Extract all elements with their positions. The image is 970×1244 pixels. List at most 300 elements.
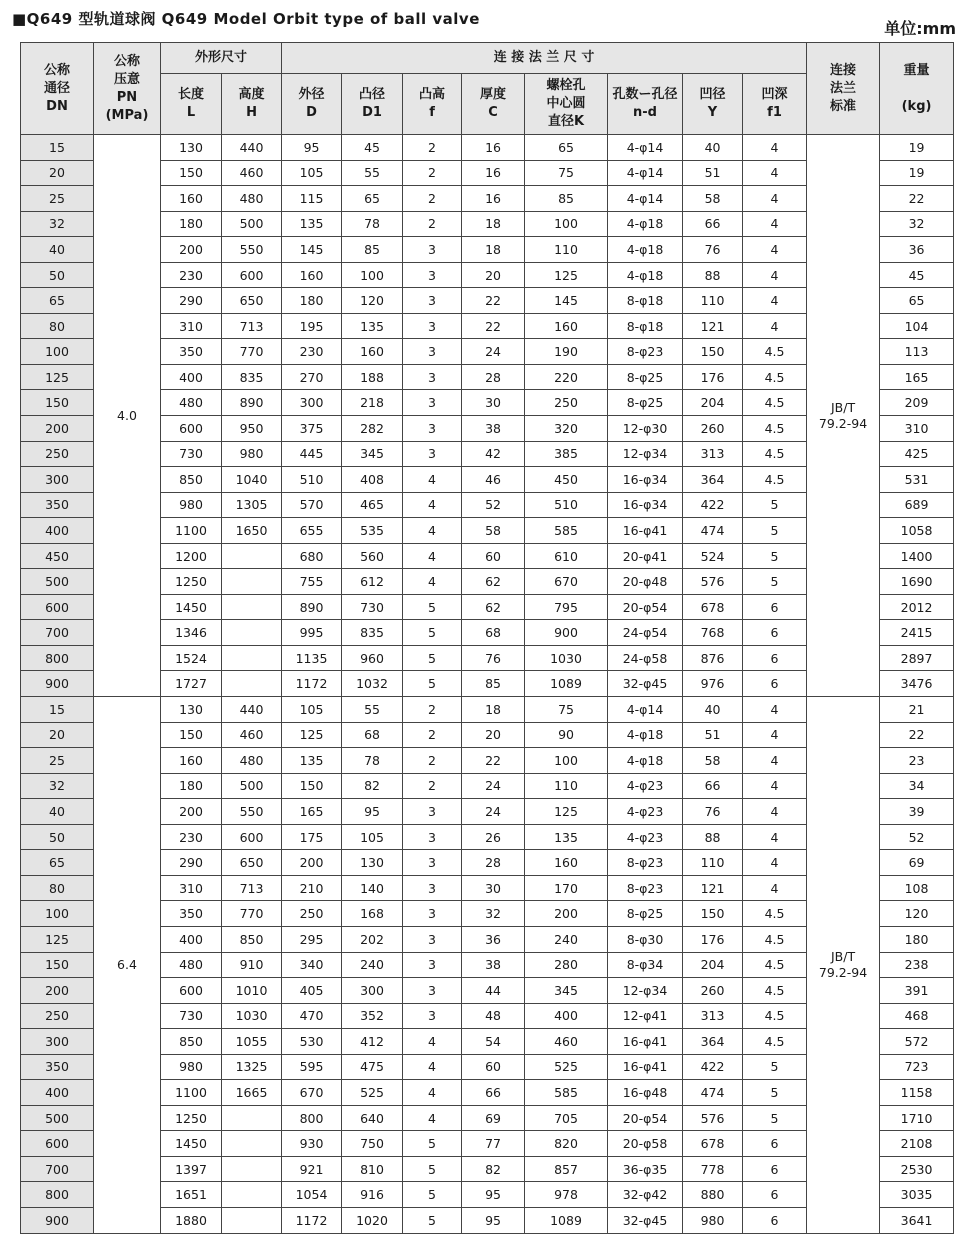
holes-cell: 4-φ18	[608, 262, 683, 288]
thickness-cell: 44	[462, 978, 525, 1004]
pn-cell: 6.4	[94, 697, 161, 1233]
header-length-label: 长度 L	[177, 87, 204, 120]
holes-cell: 8-φ30	[608, 926, 683, 952]
header-outline	[161, 43, 282, 74]
weight-cell: 689	[880, 492, 954, 518]
bolt-circle-cell: 280	[525, 952, 608, 978]
bolt-circle-cell: 705	[525, 1105, 608, 1131]
header-outer-diameter	[282, 74, 342, 135]
bolt-circle-cell: 110	[525, 773, 608, 799]
recess-diameter-cell: 422	[683, 492, 743, 518]
header-length	[161, 74, 222, 135]
raised-diameter-cell: 55	[342, 697, 403, 723]
bolt-circle-cell: 160	[525, 850, 608, 876]
spec-table	[20, 42, 954, 1234]
header-outline-label: 外形尺寸	[195, 50, 248, 65]
length-cell: 850	[161, 467, 222, 493]
raised-height-cell: 4	[403, 518, 462, 544]
raised-height-cell: 4	[403, 1080, 462, 1106]
holes-cell: 4-φ18	[608, 211, 683, 237]
raised-diameter-cell: 168	[342, 901, 403, 927]
holes-cell: 36-φ35	[608, 1156, 683, 1182]
length-cell: 1450	[161, 1131, 222, 1157]
length-cell: 400	[161, 926, 222, 952]
raised-diameter-cell: 535	[342, 518, 403, 544]
bolt-circle-cell: 900	[525, 620, 608, 646]
holes-cell: 8-φ18	[608, 313, 683, 339]
recess-depth-cell: 4.5	[743, 926, 807, 952]
raised-height-cell: 5	[403, 594, 462, 620]
raised-height-cell: 3	[403, 364, 462, 390]
height-cell: 650	[222, 850, 282, 876]
recess-depth-cell: 4.5	[743, 416, 807, 442]
holes-cell: 20-φ58	[608, 1131, 683, 1157]
holes-cell: 4-φ23	[608, 773, 683, 799]
height-cell: 1055	[222, 1029, 282, 1055]
bolt-circle-cell: 110	[525, 237, 608, 263]
outer-diameter-cell: 340	[282, 952, 342, 978]
raised-diameter-cell: 300	[342, 978, 403, 1004]
recess-depth-cell: 4	[743, 237, 807, 263]
dn-cell: 32	[21, 773, 94, 799]
bolt-circle-cell: 170	[525, 875, 608, 901]
header-bolt-circle-label: 螺栓孔 中心圆 直径K	[546, 78, 586, 129]
dn-cell: 600	[21, 1131, 94, 1157]
bolt-circle-cell: 320	[525, 416, 608, 442]
raised-diameter-cell: 78	[342, 748, 403, 774]
recess-diameter-cell: 260	[683, 978, 743, 1004]
recess-depth-cell: 4.5	[743, 978, 807, 1004]
recess-depth-cell: 4	[743, 186, 807, 212]
weight-cell: 2012	[880, 594, 954, 620]
bolt-circle-cell: 125	[525, 262, 608, 288]
weight-cell: 3641	[880, 1207, 954, 1233]
outer-diameter-cell: 200	[282, 850, 342, 876]
outer-diameter-cell: 595	[282, 1054, 342, 1080]
header-dn-label: 公称 通径 DN	[43, 62, 70, 114]
recess-diameter-cell: 678	[683, 1131, 743, 1157]
raised-height-cell: 2	[403, 697, 462, 723]
dn-cell: 900	[21, 671, 94, 697]
header-weight-label: 重量 (kg)	[901, 62, 932, 114]
holes-cell: 8-φ23	[608, 339, 683, 365]
recess-depth-cell: 5	[743, 569, 807, 595]
thickness-cell: 36	[462, 926, 525, 952]
holes-cell: 20-φ54	[608, 1105, 683, 1131]
header-thickness-label: 厚度 C	[480, 87, 507, 120]
height-cell: 1040	[222, 467, 282, 493]
raised-diameter-cell: 78	[342, 211, 403, 237]
recess-diameter-cell: 51	[683, 722, 743, 748]
outer-diameter-cell: 150	[282, 773, 342, 799]
dn-cell: 350	[21, 1054, 94, 1080]
length-cell: 290	[161, 288, 222, 314]
length-cell: 160	[161, 186, 222, 212]
holes-cell: 4-φ14	[608, 160, 683, 186]
raised-height-cell: 5	[403, 671, 462, 697]
bolt-circle-cell: 385	[525, 441, 608, 467]
thickness-cell: 42	[462, 441, 525, 467]
length-cell: 1346	[161, 620, 222, 646]
thickness-cell: 30	[462, 875, 525, 901]
thickness-cell: 18	[462, 211, 525, 237]
outer-diameter-cell: 175	[282, 824, 342, 850]
raised-diameter-cell: 135	[342, 313, 403, 339]
height-cell: 950	[222, 416, 282, 442]
raised-diameter-cell: 750	[342, 1131, 403, 1157]
recess-diameter-cell: 40	[683, 697, 743, 723]
raised-diameter-cell: 465	[342, 492, 403, 518]
outer-diameter-cell: 195	[282, 313, 342, 339]
dn-cell: 500	[21, 1105, 94, 1131]
holes-cell: 8-φ25	[608, 364, 683, 390]
outer-diameter-cell: 210	[282, 875, 342, 901]
outer-diameter-cell: 890	[282, 594, 342, 620]
dn-cell: 900	[21, 1207, 94, 1233]
height-cell: 1650	[222, 518, 282, 544]
thickness-cell: 48	[462, 1003, 525, 1029]
recess-depth-cell: 6	[743, 594, 807, 620]
height-cell: 770	[222, 901, 282, 927]
bolt-circle-cell: 200	[525, 901, 608, 927]
header-holes-label: 孔数ー孔径 n-d	[612, 87, 678, 120]
length-cell: 160	[161, 748, 222, 774]
recess-diameter-cell: 980	[683, 1207, 743, 1233]
raised-diameter-cell: 730	[342, 594, 403, 620]
holes-cell: 4-φ18	[608, 722, 683, 748]
outer-diameter-cell: 670	[282, 1080, 342, 1106]
bolt-circle-cell: 220	[525, 364, 608, 390]
weight-cell: 32	[880, 211, 954, 237]
weight-cell: 1058	[880, 518, 954, 544]
dn-cell: 400	[21, 518, 94, 544]
dn-cell: 100	[21, 339, 94, 365]
holes-cell: 8-φ34	[608, 952, 683, 978]
height-cell	[222, 594, 282, 620]
holes-cell: 16-φ41	[608, 1029, 683, 1055]
height-cell: 550	[222, 237, 282, 263]
recess-diameter-cell: 204	[683, 952, 743, 978]
raised-height-cell: 3	[403, 416, 462, 442]
bolt-circle-cell: 978	[525, 1182, 608, 1208]
length-cell: 180	[161, 211, 222, 237]
recess-diameter-cell: 313	[683, 1003, 743, 1029]
outer-diameter-cell: 95	[282, 135, 342, 161]
raised-height-cell: 3	[403, 824, 462, 850]
length-cell: 400	[161, 364, 222, 390]
weight-cell: 180	[880, 926, 954, 952]
raised-height-cell: 5	[403, 620, 462, 646]
header-recess-depth-label: 凹深 f1	[761, 87, 788, 120]
raised-height-cell: 5	[403, 645, 462, 671]
raised-diameter-cell: 1032	[342, 671, 403, 697]
height-cell: 910	[222, 952, 282, 978]
length-cell: 200	[161, 799, 222, 825]
recess-diameter-cell: 364	[683, 1029, 743, 1055]
height-cell: 770	[222, 339, 282, 365]
raised-diameter-cell: 100	[342, 262, 403, 288]
table-row	[21, 135, 954, 161]
recess-depth-cell: 4	[743, 160, 807, 186]
recess-depth-cell: 4	[743, 799, 807, 825]
outer-diameter-cell: 1054	[282, 1182, 342, 1208]
standard-cell: JB/T 79.2-94	[807, 135, 880, 697]
weight-cell: 108	[880, 875, 954, 901]
page-title: ■Q649 型轨道球阀 Q649 Model Orbit type of ball valve	[12, 10, 480, 28]
holes-cell: 8-φ23	[608, 875, 683, 901]
dn-cell: 800	[21, 645, 94, 671]
outer-diameter-cell: 405	[282, 978, 342, 1004]
outer-diameter-cell: 570	[282, 492, 342, 518]
raised-diameter-cell: 352	[342, 1003, 403, 1029]
recess-diameter-cell: 364	[683, 467, 743, 493]
weight-cell: 36	[880, 237, 954, 263]
holes-cell: 4-φ14	[608, 135, 683, 161]
weight-cell: 2897	[880, 645, 954, 671]
recess-depth-cell: 4	[743, 135, 807, 161]
length-cell: 200	[161, 237, 222, 263]
weight-cell: 1400	[880, 543, 954, 569]
bolt-circle-cell: 75	[525, 160, 608, 186]
header-standard	[807, 43, 880, 135]
header-flange	[282, 43, 807, 74]
header-height-label: 高度 H	[238, 87, 265, 120]
recess-depth-cell: 4	[743, 875, 807, 901]
raised-diameter-cell: 612	[342, 569, 403, 595]
bolt-circle-cell: 585	[525, 518, 608, 544]
recess-diameter-cell: 204	[683, 390, 743, 416]
recess-diameter-cell: 260	[683, 416, 743, 442]
raised-diameter-cell: 218	[342, 390, 403, 416]
recess-diameter-cell: 110	[683, 850, 743, 876]
length-cell: 600	[161, 978, 222, 1004]
raised-diameter-cell: 475	[342, 1054, 403, 1080]
dn-cell: 15	[21, 135, 94, 161]
raised-height-cell: 3	[403, 901, 462, 927]
height-cell: 460	[222, 160, 282, 186]
raised-height-cell: 3	[403, 926, 462, 952]
raised-diameter-cell: 130	[342, 850, 403, 876]
length-cell: 230	[161, 824, 222, 850]
recess-diameter-cell: 51	[683, 160, 743, 186]
raised-height-cell: 5	[403, 1131, 462, 1157]
outer-diameter-cell: 510	[282, 467, 342, 493]
weight-cell: 34	[880, 773, 954, 799]
bolt-circle-cell: 90	[525, 722, 608, 748]
recess-diameter-cell: 76	[683, 237, 743, 263]
recess-depth-cell: 6	[743, 671, 807, 697]
weight-cell: 39	[880, 799, 954, 825]
header-recess-diameter-label: 凹径 Y	[699, 87, 726, 120]
bolt-circle-cell: 145	[525, 288, 608, 314]
height-cell: 440	[222, 135, 282, 161]
raised-diameter-cell: 282	[342, 416, 403, 442]
height-cell: 713	[222, 313, 282, 339]
holes-cell: 32-φ45	[608, 671, 683, 697]
height-cell	[222, 1182, 282, 1208]
raised-diameter-cell: 45	[342, 135, 403, 161]
length-cell: 850	[161, 1029, 222, 1055]
bolt-circle-cell: 450	[525, 467, 608, 493]
dn-cell: 65	[21, 288, 94, 314]
dn-cell: 15	[21, 697, 94, 723]
outer-diameter-cell: 470	[282, 1003, 342, 1029]
weight-cell: 22	[880, 186, 954, 212]
dn-cell: 80	[21, 875, 94, 901]
recess-depth-cell: 5	[743, 1105, 807, 1131]
outer-diameter-cell: 530	[282, 1029, 342, 1055]
dn-cell: 50	[21, 262, 94, 288]
weight-cell: 2108	[880, 1131, 954, 1157]
outer-diameter-cell: 1135	[282, 645, 342, 671]
recess-diameter-cell: 474	[683, 1080, 743, 1106]
recess-depth-cell: 6	[743, 1156, 807, 1182]
thickness-cell: 38	[462, 952, 525, 978]
outer-diameter-cell: 230	[282, 339, 342, 365]
length-cell: 1200	[161, 543, 222, 569]
height-cell	[222, 620, 282, 646]
bolt-circle-cell: 75	[525, 697, 608, 723]
outer-diameter-cell: 180	[282, 288, 342, 314]
height-cell: 600	[222, 262, 282, 288]
thickness-cell: 66	[462, 1080, 525, 1106]
recess-diameter-cell: 88	[683, 824, 743, 850]
outer-diameter-cell: 105	[282, 160, 342, 186]
outer-diameter-cell: 250	[282, 901, 342, 927]
weight-cell: 22	[880, 722, 954, 748]
dn-cell: 32	[21, 211, 94, 237]
recess-diameter-cell: 876	[683, 645, 743, 671]
raised-height-cell: 3	[403, 237, 462, 263]
holes-cell: 16-φ34	[608, 467, 683, 493]
height-cell	[222, 1156, 282, 1182]
dn-cell: 65	[21, 850, 94, 876]
length-cell: 1100	[161, 1080, 222, 1106]
recess-depth-cell: 4	[743, 211, 807, 237]
length-cell: 980	[161, 1054, 222, 1080]
recess-diameter-cell: 576	[683, 569, 743, 595]
outer-diameter-cell: 135	[282, 211, 342, 237]
height-cell: 480	[222, 186, 282, 212]
recess-diameter-cell: 66	[683, 211, 743, 237]
thickness-cell: 95	[462, 1207, 525, 1233]
height-cell: 835	[222, 364, 282, 390]
recess-diameter-cell: 880	[683, 1182, 743, 1208]
bolt-circle-cell: 820	[525, 1131, 608, 1157]
thickness-cell: 16	[462, 135, 525, 161]
raised-diameter-cell: 240	[342, 952, 403, 978]
outer-diameter-cell: 115	[282, 186, 342, 212]
height-cell	[222, 543, 282, 569]
raised-diameter-cell: 916	[342, 1182, 403, 1208]
bolt-circle-cell: 1089	[525, 1207, 608, 1233]
weight-cell: 19	[880, 160, 954, 186]
raised-diameter-cell: 188	[342, 364, 403, 390]
raised-diameter-cell: 960	[342, 645, 403, 671]
recess-depth-cell: 4.5	[743, 364, 807, 390]
length-cell: 980	[161, 492, 222, 518]
raised-diameter-cell: 345	[342, 441, 403, 467]
recess-diameter-cell: 150	[683, 901, 743, 927]
recess-diameter-cell: 66	[683, 773, 743, 799]
recess-depth-cell: 4	[743, 773, 807, 799]
bolt-circle-cell: 100	[525, 211, 608, 237]
length-cell: 1524	[161, 645, 222, 671]
bolt-circle-cell: 795	[525, 594, 608, 620]
outer-diameter-cell: 930	[282, 1131, 342, 1157]
header-recess-diameter	[683, 74, 743, 135]
thickness-cell: 16	[462, 186, 525, 212]
raised-height-cell: 2	[403, 186, 462, 212]
thickness-cell: 60	[462, 1054, 525, 1080]
recess-depth-cell: 6	[743, 645, 807, 671]
height-cell: 440	[222, 697, 282, 723]
header-weight	[880, 43, 954, 135]
holes-cell: 8-φ23	[608, 850, 683, 876]
outer-diameter-cell: 270	[282, 364, 342, 390]
holes-cell: 4-φ14	[608, 697, 683, 723]
length-cell: 1651	[161, 1182, 222, 1208]
thickness-cell: 20	[462, 262, 525, 288]
raised-height-cell: 2	[403, 211, 462, 237]
thickness-cell: 62	[462, 594, 525, 620]
raised-height-cell: 3	[403, 1003, 462, 1029]
recess-depth-cell: 4.5	[743, 339, 807, 365]
recess-diameter-cell: 976	[683, 671, 743, 697]
recess-depth-cell: 6	[743, 1131, 807, 1157]
dn-cell: 300	[21, 467, 94, 493]
bolt-circle-cell: 670	[525, 569, 608, 595]
recess-diameter-cell: 768	[683, 620, 743, 646]
raised-height-cell: 4	[403, 492, 462, 518]
weight-cell: 104	[880, 313, 954, 339]
thickness-cell: 18	[462, 237, 525, 263]
dn-cell: 150	[21, 390, 94, 416]
holes-cell: 12-φ41	[608, 1003, 683, 1029]
header-pn-label: 公称 压意 PN (MPa)	[105, 53, 149, 123]
thickness-cell: 24	[462, 339, 525, 365]
raised-height-cell: 2	[403, 135, 462, 161]
raised-diameter-cell: 105	[342, 824, 403, 850]
recess-depth-cell: 4	[743, 824, 807, 850]
dn-cell: 200	[21, 416, 94, 442]
outer-diameter-cell: 680	[282, 543, 342, 569]
thickness-cell: 76	[462, 645, 525, 671]
height-cell	[222, 569, 282, 595]
holes-cell: 20-φ48	[608, 569, 683, 595]
dn-cell: 125	[21, 364, 94, 390]
length-cell: 310	[161, 875, 222, 901]
raised-diameter-cell: 1020	[342, 1207, 403, 1233]
weight-cell: 468	[880, 1003, 954, 1029]
recess-diameter-cell: 576	[683, 1105, 743, 1131]
length-cell: 150	[161, 722, 222, 748]
length-cell: 310	[161, 313, 222, 339]
dn-cell: 250	[21, 1003, 94, 1029]
raised-height-cell: 4	[403, 467, 462, 493]
weight-cell: 391	[880, 978, 954, 1004]
dn-cell: 150	[21, 952, 94, 978]
length-cell: 480	[161, 390, 222, 416]
recess-depth-cell: 4	[743, 722, 807, 748]
dn-cell: 450	[21, 543, 94, 569]
raised-height-cell: 4	[403, 1029, 462, 1055]
thickness-cell: 38	[462, 416, 525, 442]
weight-cell: 209	[880, 390, 954, 416]
outer-diameter-cell: 135	[282, 748, 342, 774]
thickness-cell: 18	[462, 697, 525, 723]
raised-diameter-cell: 412	[342, 1029, 403, 1055]
